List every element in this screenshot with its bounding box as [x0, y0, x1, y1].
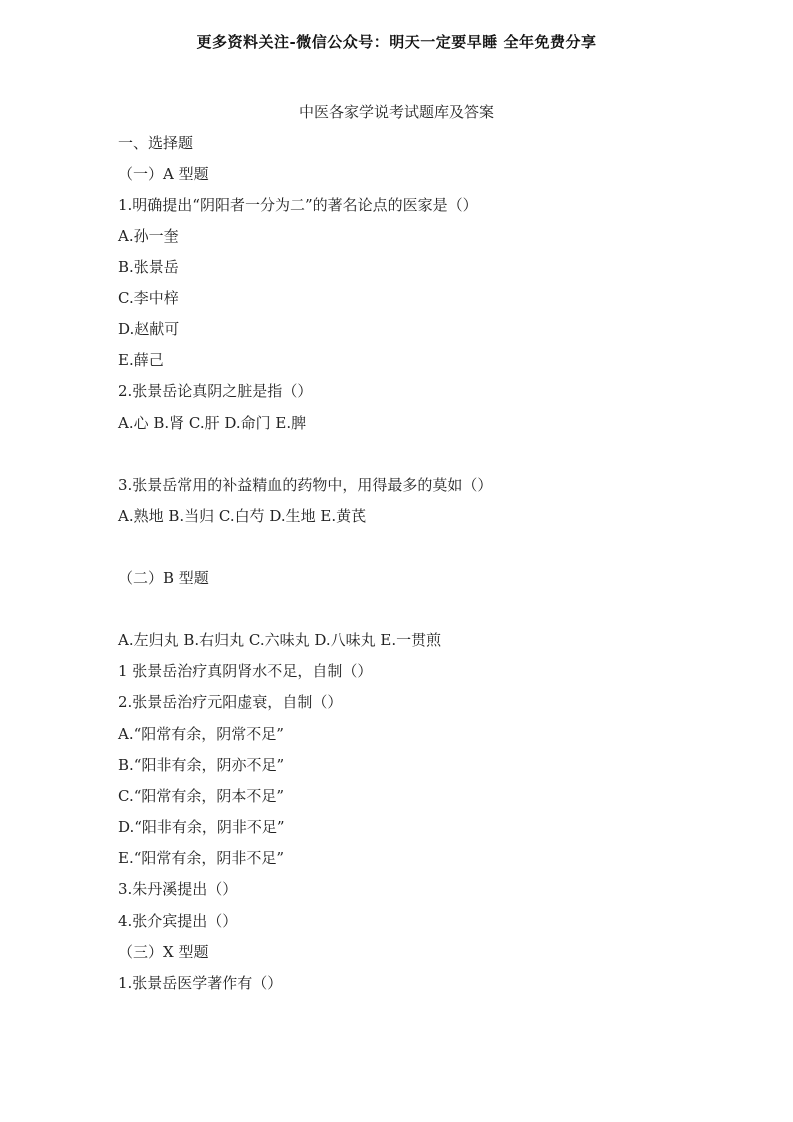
- option-a1-a: A.孙一奎: [118, 227, 179, 245]
- options-a3: A.熟地 B.当归 C.白芍 D.生地 E.黄芪: [118, 507, 367, 525]
- option-a1-b: B.张景岳: [118, 258, 179, 276]
- question-b1: 1 张景岳治疗真阴肾水不足，自制（）: [118, 662, 373, 680]
- option-a1-e: E.薛己: [118, 351, 164, 369]
- options-b-group1: A.左归丸 B.右归丸 C.六味丸 D.八味丸 E.一贯煎: [118, 631, 442, 649]
- subsection-heading-x-type: （三）X 型题: [118, 943, 209, 961]
- option-a1-c: C.李中梓: [118, 289, 179, 307]
- subsection-heading-a-type: （一）A 型题: [118, 165, 209, 183]
- options-a2: A.心 B.肾 C.肝 D.命门 E.脾: [118, 414, 307, 432]
- subsection-heading-b-type: （二）B 型题: [118, 569, 209, 587]
- question-b4: 4.张介宾提出（）: [118, 912, 238, 930]
- section-heading-choice: 一、选择题: [118, 134, 194, 152]
- question-a3: 3.张景岳常用的补益精血的药物中，用得最多的莫如（）: [118, 476, 493, 494]
- option-b-group2-c: C.“阳常有余，阴本不足”: [118, 787, 285, 805]
- option-b-group2-d: D.“阳非有余，阴非不足”: [118, 818, 285, 836]
- question-a2: 2.张景岳论真阴之脏是指（）: [118, 382, 313, 400]
- option-b-group2-b: B.“阳非有余，阴亦不足”: [118, 756, 285, 774]
- question-b3: 3.朱丹溪提出（）: [118, 880, 238, 898]
- option-b-group2-e: E.“阳常有余，阴非不足”: [118, 849, 285, 867]
- document-title: 中医各家学说考试题库及答案: [298, 103, 494, 121]
- header-banner: 更多资料关注-微信公众号：明天一定要早睡 全年免费分享: [196, 33, 597, 51]
- option-b-group2-a: A.“阳常有余，阴常不足”: [118, 725, 284, 743]
- question-a1: 1.明确提出“阴阳者一分为二”的著名论点的医家是（）: [118, 196, 478, 214]
- option-a1-d: D.赵献可: [118, 320, 180, 338]
- question-x1: 1.张景岳医学著作有（）: [118, 974, 283, 992]
- question-b2: 2.张景岳治疗元阳虚衰，自制（）: [118, 693, 343, 711]
